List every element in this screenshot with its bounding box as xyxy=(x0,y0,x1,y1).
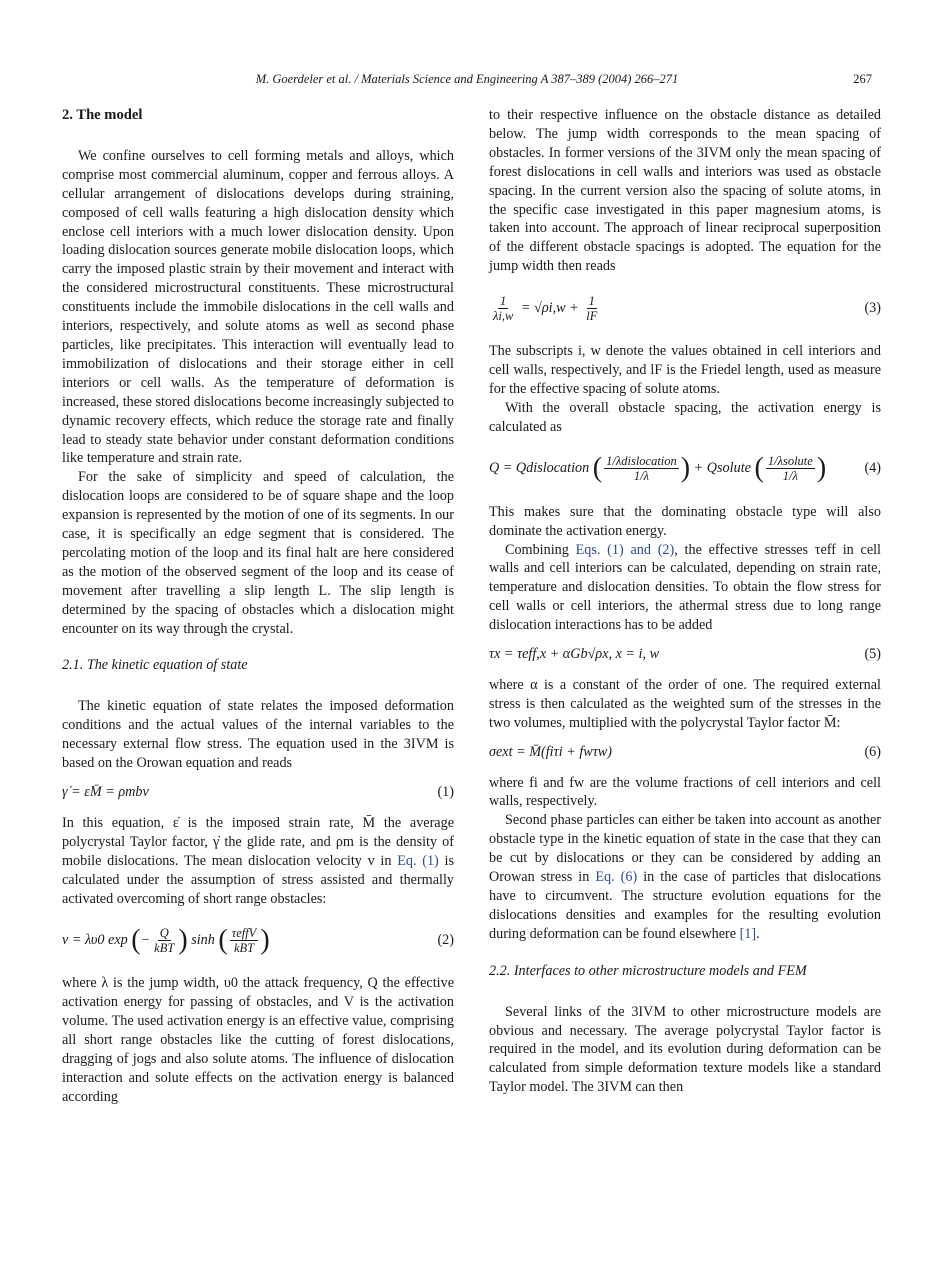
equation-number: (3) xyxy=(864,299,881,316)
reference-link[interactable]: [1] xyxy=(739,925,757,942)
paragraph: where λ is the jump width, υ0 the attack frequency, Q the effective activation energy for passing of obstacles, and V is the activation volume. The used activation energy is an effective value, comprising all short range obstacles like the cutting of forest dislocations, dragging of jogs and also solute atoms. The influence of dislocation interaction and solute effects on the activation energy is balanced according xyxy=(62,975,454,1105)
equation-1 xyxy=(62,783,454,802)
equation-5 xyxy=(489,645,881,664)
equation-number: (6) xyxy=(864,743,881,760)
paragraph: In this equation, ε̇ is the imposed strain rate, M̄ the average polycrystal Taylor factor, γ̇ the glide rate, and ρm is the density of mobile dislocations. The mean dislocation velocity v in Eq. (1) is calculated under the assumption of stress assisted and thermally activated overcoming of short range obstacles: xyxy=(62,814,454,907)
equation-link[interactable]: Eqs. (1) and (2) xyxy=(575,541,675,558)
page-number: 267 xyxy=(853,72,872,86)
equation-body: v = λυ0 exp (− $\frac{Q}{\text{kBT}}$ ) sinh ( $\frac{\text{τeffV}}{\text{kBT}}$ ) xyxy=(62,924,270,956)
paragraph: Several links of the 3IVM to other microstructure models are obvious and necessary. The average polycrystal Taylor factor is required in the model, and its evolution during deformation can be calculated from simple deformation texture models like a standard Taylor model. The 3IVM can then xyxy=(489,1003,881,1096)
paragraph: With the overall obstacle spacing, the activation energy is calculated as xyxy=(489,399,881,435)
equation-number: (1) xyxy=(437,784,454,800)
paragraph: For the sake of simplicity and speed of calculation, the dislocation loops are considered to be of square shape and the loop expansion is represented by the motion of one of its segments. In our case, it is specifically an edge segment that is considered. The percolating motion of the loop and its final halt are here considered as the motion of the observed segment of the loop and its cease of movement after travelling a slip length L. The slip length is determined by the spacing of obstacles which a dislocation might encounter on its way through the crystal. xyxy=(62,469,454,637)
paragraph: Second phase particles can either be taken into account as another obstacle type in the kinetic equation of state in the case that they can be cut by dislocations or they can be considered by adding an Orowan stress in Eq. (6) in the case of particles that dislocations have to circumvent. The structure evolution equations for the dislocations densities and examples for the resulting evolution during deformation can be found elsewhere [1]. xyxy=(489,812,881,942)
paragraph: Combining Eqs. (1) and (2), the effective stresses τeff in cell walls and cell interiors can be calculated, depending on strain rate, temperature and dislocation densities. To obtain the flow stress for cell walls or cell interiors, the athermal stress due to long range dislocation interactions has to be added xyxy=(489,541,881,634)
equation-body: γ̇ = ε̇M̄ = ρmbv xyxy=(62,784,149,800)
equation-body: Q = Qdislocation ( $\frac{\text{1/λdislocation}}{1/\lambda}$ ) + Qsolute ( $\frac{\text{1/λsolute}}{1/\lambda}$ ) xyxy=(489,452,827,484)
equation-3 xyxy=(489,286,881,330)
left-column xyxy=(62,106,454,1107)
paragraph: to their respective influence on the obstacle distance as detailed below. The jump width corresponds to the mean spacing of obstacles. In former versions of the 3IVM only the mean spacing of forest dislocations in cell walls and interiors was used as obstacle spacing. In the current version also the spacing of solute atoms, in the specific case investigated in this paper magnesium atoms, is taken into account. The approach of linear reciprocal superposition of the different obstacle spacings is adopted. The equation for the jump width then reads xyxy=(489,107,881,275)
equation-number: (4) xyxy=(864,460,881,477)
equation-body: σext = M̄(fiτi + fwτw) xyxy=(489,743,612,760)
paragraph: This makes sure that the dominating obstacle type will also dominate the activation energy. xyxy=(489,503,881,539)
paragraph: We confine ourselves to cell forming metals and alloys, which comprise most commercial aluminum, copper and ferrous alloys. A cellular arrangement of dislocations develops during straining, composed of cell walls featuring a high dislocation density which enclose cell interiors with a much lower dislocation density. Upon loading dislocation sources generate mobile dislocation loops, which carry the imposed plastic strain by their movement and interact with the considered microstructural constituents. These microstructural constituents include the immobile dislocations in the cell walls and interiors, respectively, and solute atoms as well as second phase particles, like precipitates. This interaction will eventually lead to immobilization of dislocations and their storage either in cell interiors or cell walls. As the temperature of deformation is increased, these stored dislocations become increasingly subjected to dynamic recovery effects, which reduce the storage rate and finally lead to steady state behavior under constant deformation conditions like temperature and strain rate. xyxy=(62,147,454,467)
paragraph: The kinetic equation of state relates the imposed deformation conditions and the actual values of the internal variables to the necessary external flow stress. The equation used in the 3IVM is based on the Orowan equation and reads xyxy=(62,698,454,772)
paragraph: The subscripts i, w denote the values obtained in cell interiors and cell walls, respectively, and lF is the Friedel length, used as measure for the effective spacing of solute atoms. xyxy=(489,343,881,397)
right-column xyxy=(489,106,881,1097)
journal-citation: M. Goerdeler et al. / Materials Science and Engineering A 387–389 (2004) 266–271 xyxy=(255,72,679,86)
subsection-title: 2.2. Interfaces to other microstructure models and FEM xyxy=(489,962,807,979)
equation-2 xyxy=(62,918,454,962)
section-title: 2. The model xyxy=(62,107,143,123)
equation-number: (2) xyxy=(437,931,454,948)
equation-body: τx = τeff,x + αGb√ρx, x = i, w xyxy=(489,646,660,663)
paragraph: where fi and fw are the volume fractions of cell interiors and cell walls, respectively. xyxy=(489,774,881,810)
paragraph: where α is a constant of the order of one. The required external stress is then calculated as the weighted sum of the stresses in the two volumes, multiplied with the polycrystal Taylor factor M̄: xyxy=(489,676,881,731)
equation-body: $\frac{1}{\lambda i,w}$ = √ρi,w + $\frac{1}{lF}$ xyxy=(493,293,598,323)
equation-4 xyxy=(489,447,881,491)
equation-link[interactable]: Eq. (6) xyxy=(595,869,638,886)
subsection-title: 2.1. The kinetic equation of state xyxy=(62,657,248,674)
equation-6 xyxy=(489,743,881,762)
equation-number: (5) xyxy=(864,646,881,663)
equation-link[interactable]: Eq. (1) xyxy=(397,852,439,869)
running-header xyxy=(62,72,872,90)
